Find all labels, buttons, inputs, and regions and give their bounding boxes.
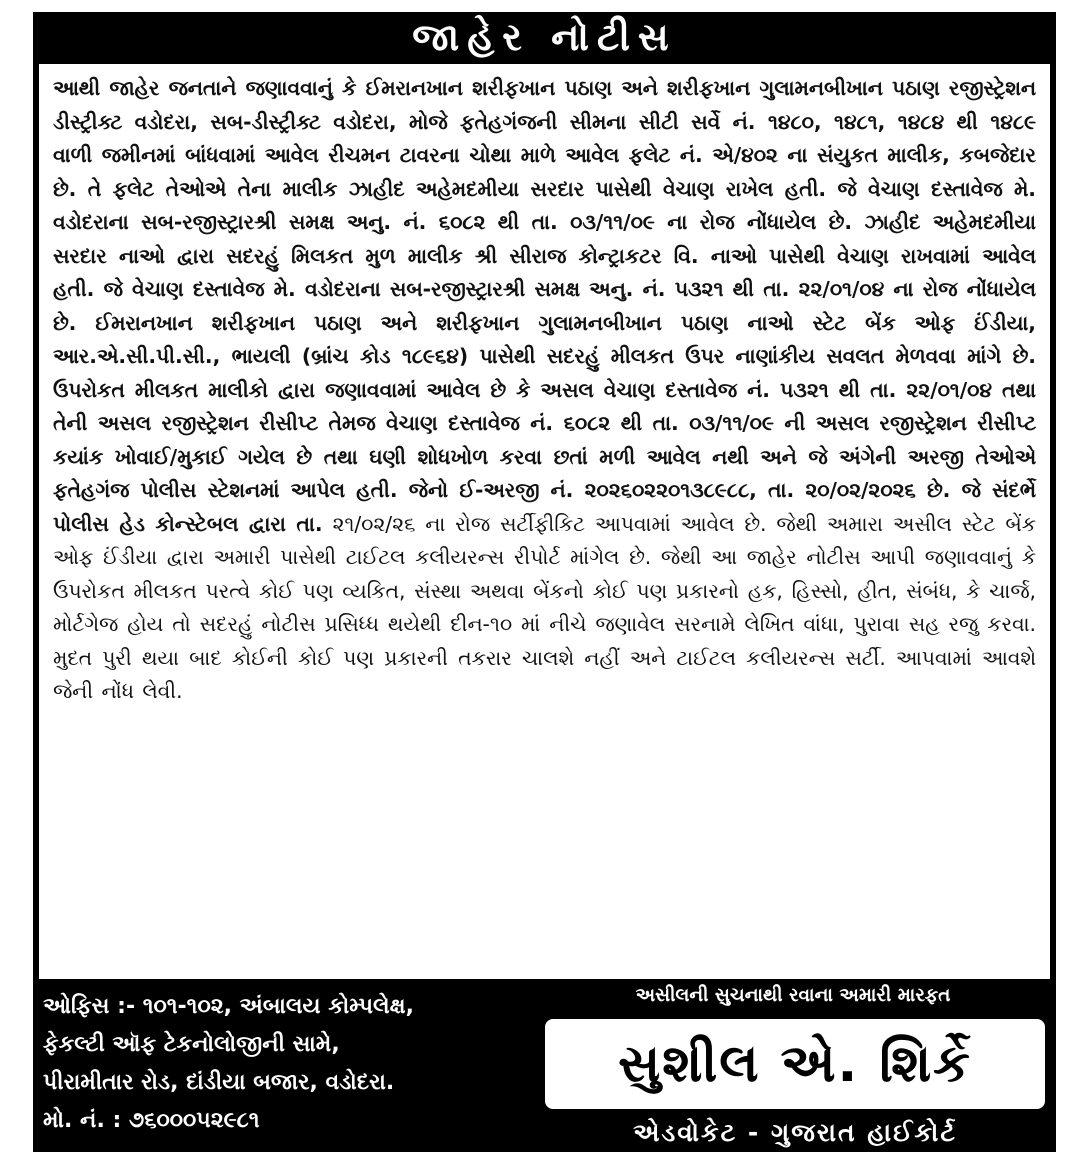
notice-body-text [53,72,1036,709]
public-notice [33,12,1056,1152]
notice-body-regular: ૨૧/૦૨/૨૬ ના રોજ સર્ટીફીકિટ આપવામાં આવેલ છે. જેથી અમારા અસીલ સ્ટેટ બેંક ઓફ ઈંડીયા દ્વારા અમારી પાસેથી ટાઈટલ કલીયરન્સ રીપોર્ટ માંગેલ છે. જેથી આ જાહેર નોટીસ આપી જણાવવાનું કે ઉપરોકત મીલકત પરત્વે કોઈ પણ વ્યકિત, સંસ્થા અથવા બેંકનો કોઈ પણ પ્રકારનો હક, હિસ્સો, હીત, સંબંધ, કે ચાર્જ, મોર્ટગેજ હોય તો સદરહું નોટીસ પ્રસિધ્ધ થયેથી દીન-૧૦ માં નીચે જણાવેલ સરનામે લેખિત વાંધા, પુરાવા સહ રજુ કરવા. મુદત પુરી થયા બાદ કોઈની કોઈ પણ પ્રકારની તકરાર ચાલશે નહીં અને ટાઈટલ કલીયરન્સ સર્ટી. આપવામાં આવશે જેની નોંધ લેવી. [53,511,1036,703]
notice-body-bold: આથી જાહેર જનતાને જણાવવાનું કે ઈમરાનખાન શરીફખાન પઠાણ અને શરીફખાન ગુલામનબીખાન પઠાણ રજીસ્ટ્રેશન ડીસ્ટ્રીક્ટ વડોદરા, સબ-ડીસ્ટ્રીક્ટ વડોદરા, મોજે ફતેહગંજની સીમના સીટી સર્વે નં. ૧૪૮૦, ૧૪૮૧, ૧૪૮૪ થી ૧૪૮૯ વાળી જમીનમાં બાંધવામાં આવેલ રીચમન ટાવરના ચોથા માળે આવેલ ફલેટ નં. એ/૪૦૨ ના સંયુકત માલીક, કબજેદાર છે. તે ફલેટ તેઓએ તેના માલીક ઝાહીદ અહેમદમીયા સરદાર પાસેથી વેચાણ રાખેલ હતી. જે વેચાણ દસ્તાવેજ મે. વડોદરાના સબ-રજીસ્ટ્રારશ્રી સમક્ષ અનુ. નં. ૬૦૮૨ થી તા. ૦૩/૧૧/૦૯ ના રોજ નોંધાયેલ છે. ઝાહીદ અહેમદમીયા સરદાર નાઓ દ્વારા સદરહું મિલકત મુળ માલીક શ્રી સીરાજ કોન્ટ્રાકટર વિ. નાઓ પાસેથી વેચાણ રાખવામાં આવેલ હતી. જે વેચાણ દસ્તાવેજ મે. વડોદરાના સબ-રજીસ્ટ્રારશ્રી સમક્ષ અનુ. નં. ૫૩૨૧ થી તા. ૨૨/૦૧/૦૪ ના રોજ નોંધાયેલ છે. ઈમરાનખાન શરીફખાન પઠાણ અને શરીફખાન ગુલામનબીખાન પઠાણ નાઓ સ્ટેટ બેંક ઓફ ઈંડીયા, આર.એ.સી.પી.સી., ભાયલી (બ્રાંચ કોડ ૧૮૯૬૪) પાસેથી સદરહું મીલકત ઉપર નાણાંકીય સવલત મેળવવા માંગે છે. ઉપરોકત મીલકત માલીકો દ્વારા જણાવવામાં આવેલ છે કે અસલ વેચાણ દસ્તાવેજ નં. ૫૩૨૧ થી તા. ૨૨/૦૧/૦૪ તથા તેની અસલ રજીસ્ટ્રેશન રીસીપ્ટ તેમજ વેચાણ દસ્તાવેજ નં. ૬૦૮૨ થી તા. ૦૩/૧૧/૦૯ ની અસલ રજીસ્ટ્રેશન રીસીપ્ટ કયાંક ખોવાઈ/મુકાઈ ગયેલ છે તથા ઘણી શોધખોળ કરવા છતાં મળી આવેલ નથી અને જે અંગેની અરજી તેઓએ ફતેહગંજ પોલીસ સ્ટેશનમાં આપેલ હતી. જેનો ઈ-અરજી નં. ૨૦૨૬૦૨૨૦૧૩૮૯૮૮, તા. ૨૦/૦૨/૨૦૨૬ છે. જે સંદર્ભે પોલીસ હેડ કોન્સ્ટેબલ દ્વારા તા. [53,76,1036,536]
notice-title: જાહેર નોટીસ [412,14,677,59]
office-address-line-3: પીરામીતાર રોડ, દાંડીયા બજાર, વડોદરા. [43,1070,395,1095]
office-address-line-1: ઓફિસ :- ૧૦૧-૧૦૨, અંબાલય કોમ્પલેક્ષ, [43,994,414,1019]
advocate-name: સુશીલ એ. શિર્કે [618,1033,972,1094]
office-phone: મો. નં. : ૭૬૦૦૦૫૨૯૮૧ [43,1108,260,1133]
advocate-title: એડવોકેટ - ગુજરાત હાઈકોર્ટ [633,1118,957,1147]
advocate-header: અસીલની સુચનાથી રવાના અમારી મારફત [635,985,951,1006]
office-address [43,988,543,1140]
notice-body [39,64,1050,979]
advocate-name-box [545,1019,1045,1109]
office-address-line-2: ફેકલ્ટી ઑફ ટેકનોલોજીની સામે, [43,1032,340,1057]
